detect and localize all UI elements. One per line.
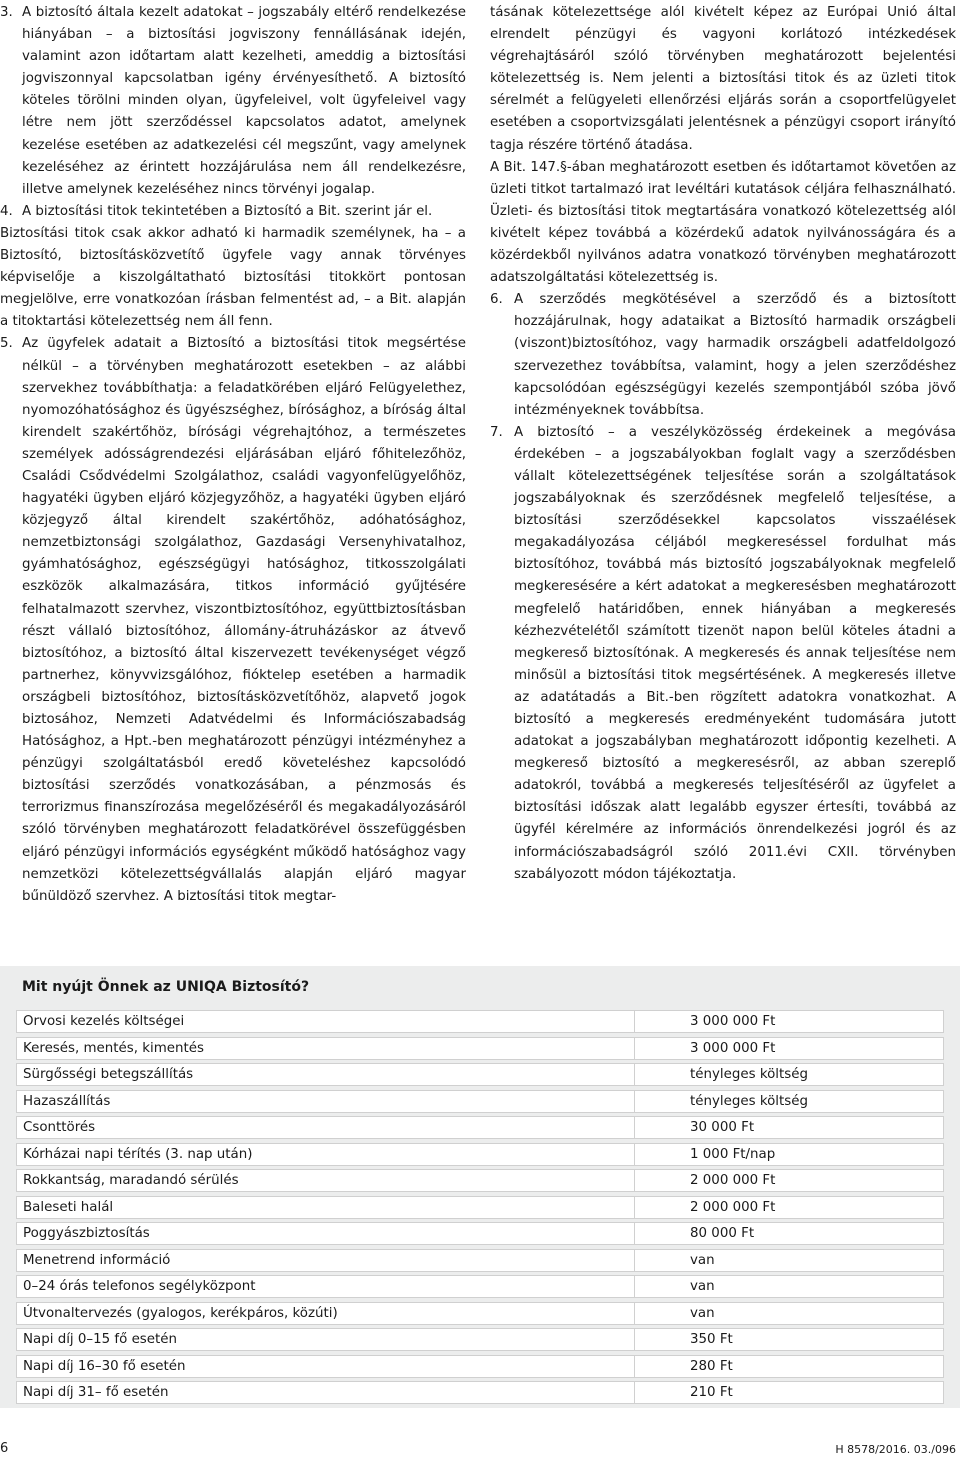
row-value: 280 Ft — [690, 1358, 733, 1374]
row-label: Poggyászbiztosítás — [17, 1223, 635, 1244]
benefits-title: Mit nyújt Önnek az UNIQA Biztosító? — [22, 979, 310, 995]
row-value: tényleges költség — [690, 1093, 808, 1109]
table-row — [16, 1010, 944, 1033]
row-value: 2 000 000 Ft — [690, 1199, 776, 1215]
item-text: A szerződés megkötésével a szerződő és a biztosított hozzájárulnak, hogy adataikat a Biztosító harmadik országbeli (viszont)biztosítóhoz, vagy harmadik országbeli adatfeldolgozó szervezethez továbbítsa, valamint, hogy a jelen szerződéshez kapcsolódóan egészségügyi kezelés szempontjából szóba jövő intézményeknek továbbítsa. — [514, 292, 956, 418]
table-row — [16, 1143, 944, 1166]
item-text: A biztosítási titok tekintetében a Biztosító a Bit. szerint jár el. — [22, 203, 433, 219]
row-value: 30 000 Ft — [690, 1120, 755, 1135]
list-item-6 — [490, 289, 956, 422]
item-text: A biztosító általa kezelt adatokat – jogszabály eltérő rendelkezése hiányában – a biztosítási jogviszony fennállásának idején, valamint azon időtartam alatt kezelheti, ameddig a biztosítási jogviszonnyal kapcsolatban igény érvényesíthető. A biztosító köteles törölni minden olyan, ügyfeleivel, volt ügyfeleivel vagy létre nem jött szerződéssel kapcsolatos adatot, amelynek kezelése esetében az adatkezelési cél megszűnt, vagy amelynek kezeléséhez az érintett hozzájárulása nem áll rendelkezésre, illetve amelynek kezeléséhez nincs törvényi jogalap. — [22, 5, 466, 197]
row-label: Hazaszállítás — [17, 1091, 635, 1112]
item-number: 7. — [490, 424, 503, 440]
row-value: 350 Ft — [690, 1332, 733, 1347]
item-text: A biztosító – a veszélyközösség érdekeinek a megóvása érdekében – a jogszabályokban foglalt vagy a szerződésben vállalt kötelezettségének teljesítése során a szolgáltatások jogszabályoknak és szerződésnek megfelelő teljesítése, a biztosítási szerződésekkel kapcsolatos visszaélések megakadályozása céljából megkereséssel fordulhat más biztosítóhoz, továbbá más biztosító jogszabályoknak megfelelő megkeresésére a kért adatokat a megkeresésben meghatározott megfelelő határidőben, ennek hiányában a megkeresés kézhezvételétől számított tizenöt napon belül köteles átadni a megkereső biztosítónak. A megkeresés és annak teljesítése nem minősül a biztosítási titok megsértésének. A megkeresés illetve az adatátadás a Bit.-ben rögzített adatokra vonatkozhat. A biztosító a megkeresés eredményeként tudomására jutott adatokat a jogszabályban meghatározott időpontig kezelheti. A megkereső biztosító a megkeresésről, az abban szereplő adatokról, továbbá a megkeresés teljesítéséről az ügyfelet a biztosítási időszak alatt legalább egyszer értesíti, továbbá az ügyfél kérelmére az információs önrendelkezési jogról és az információszabadságról szóló 2011.évi CXII. törvényben szabályozott módon tájékoztatja. — [514, 424, 956, 882]
row-value: van — [690, 1279, 715, 1294]
row-label: Csonttörés — [17, 1117, 635, 1138]
row-label: Keresés, mentés, kimentés — [17, 1038, 635, 1059]
row-label: 0–24 órás telefonos segélyközpont — [17, 1276, 635, 1297]
item-text: Az ügyfelek adatait a Biztosító a biztosítási titok megsértése nélkül – a törvényben meghatározott esetekben – az alábbi szervekhez továbbíthatja: a feladatkörében eljáró Felügyelethez, nyomozóhatósághoz és ügyészséghez, bírósághoz, a bíróság által kirendelt szakértőhöz, bírósági végrehajtóhoz, a természetes személyek adósságrendezési eljárásában eljáró főhitelezőhöz, Családi Csődvédelmi Szolgálathoz, családi vagyonfelügyelőhöz, hagyatéki ügyben eljáró közjegyzőhöz, a hagyatéki ügyben eljáró közjegyző által kirendelt szakértőhöz, adóhatósághoz, nemzetbiztonsági szolgálathoz, Gazdasági Versenyhivatalhoz, gyámhatósághoz, egészségügyi hatósághoz, titkosszolgálati eszközök alkalmazására, titkos információ gyűjtésére felhatalmazott szervhez, viszontbiztosítóhoz, együttbiztosításban részt vállaló biztosítóhoz, állomány-átruházáskor az átvevő biztosítóhoz, a biztosító által kiszervezett tevékenységet végző partnerhez, könyvvizsgálóhoz, fióktelep esetében a harmadik országbeli biztosítóhoz, biztosításközvetítőhöz, alapvető jogok biztosához, Nemzeti Adatvédelmi és Információszabadság Hatósághoz, a Hpt.-ben meghatározott pénzügyi intézményhez a pénzügyi szolgáltatásból eredő követeléshez kapcsolódó biztosítási szerződés vonatkozásában, a pénzmosás és terrorizmus finanszírozása megelőzéséről és megakadályozásáról szóló törvényben meghatározott feladatkörével összefüggésben eljáró pénzügyi információs egységként működő hatósághoz vagy nemzetközi kötelezettségvállalás alapján eljáró magyar bűnüldöző szervhez. A biztosítási titok megtar- — [22, 336, 466, 904]
row-value: 2 000 000 Ft — [690, 1173, 776, 1188]
page-number: 6 — [0, 1441, 9, 1456]
table-row — [16, 1328, 944, 1351]
item-number: 6. — [490, 292, 503, 308]
table-row — [16, 1090, 944, 1113]
row-label: Útvonaltervezés (gyalogos, kerékpáros, közúti) — [17, 1303, 635, 1324]
table-row — [16, 1037, 944, 1060]
row-label: Rokkantság, maradandó sérülés — [17, 1170, 635, 1191]
table-row — [16, 1169, 944, 1192]
table-row — [16, 1196, 944, 1219]
list-item-7 — [490, 422, 956, 886]
row-label: Napi díj 31– fő esetén — [17, 1382, 635, 1403]
row-value: van — [690, 1305, 715, 1321]
item-number: 5. — [0, 336, 13, 352]
table-row — [16, 1302, 944, 1325]
list-item-4 — [0, 201, 466, 223]
item-number: 3. — [0, 5, 13, 20]
row-value: 80 000 Ft — [690, 1226, 755, 1241]
list-item-3 — [0, 2, 466, 201]
row-value: 3 000 000 Ft — [690, 1040, 776, 1056]
row-label: Napi díj 0–15 fő esetén — [17, 1329, 635, 1350]
table-row — [16, 1355, 944, 1378]
paragraph: tásának kötelezettsége alól kivételt képez az Európai Unió által elrendelt pénzügyi és vagyoni korlátozó intézkedések végrehajtásáról szóló törvényben meghatározott bejelentési kötelezettség is. Nem jelenti a biztosítási titok és az üzleti titok sérelmét a felügyeleti ellenőrzési eljárás során a csoportfelügyelet esetében a csoportvizsgálati jelentésnek a pénzügyi csoport irányító tagja részére történő átadása. — [490, 5, 956, 153]
benefits-table — [16, 1010, 944, 1408]
row-value: van — [690, 1252, 715, 1268]
benefits-box — [0, 966, 960, 1408]
paragraph: Biztosítási titok csak akkor adható ki harmadik személynek, ha – a Biztosító, biztosításközvetítő ügyfele vagy annak törvényes képviselője a kiszolgáltatható biztosítási titokkört pontosan megjelölve, erre vonatkozóan írásban felmentést ad, – a Bit. alapján a titoktartási kötelezettség nem áll fenn. — [0, 225, 466, 330]
row-label: Orvosi kezelés költségei — [17, 1011, 635, 1032]
row-label: Napi díj 16–30 fő esetén — [17, 1356, 635, 1377]
item-number: 4. — [0, 203, 13, 219]
row-label: Sürgősségi betegszállítás — [17, 1064, 635, 1085]
left-column — [0, 2, 466, 908]
list-item-5 — [0, 333, 466, 907]
table-row — [16, 1222, 944, 1245]
table-row — [16, 1116, 944, 1139]
row-value: 3 000 000 Ft — [690, 1014, 776, 1029]
row-label: Kórházai napi térítés (3. nap után) — [17, 1144, 635, 1165]
row-value: 210 Ft — [690, 1385, 733, 1400]
row-label: Menetrend információ — [17, 1250, 635, 1271]
table-row — [16, 1063, 944, 1086]
table-row — [16, 1249, 944, 1272]
row-label: Baleseti halál — [17, 1197, 635, 1218]
document-code: H 8578/2016. 03./096 — [835, 1443, 956, 1456]
row-value: 1 000 Ft/nap — [690, 1146, 776, 1162]
table-row — [16, 1275, 944, 1298]
paragraph: A Bit. 147.§-ában meghatározott esetben és időtartamot követően az üzleti titkot tartalmazó irat levéltári kutatások céljára felhasználható. Üzleti- és biztosítási titok megtartására vonatkozó kötelezettség alól kivételt képez továbbá a közérdekű adatok nyilvánosságára és a közérdekből nyilvános adatra vonatkozó törvényben meghatározott adatszolgáltatási kötelezettség is. — [490, 159, 956, 286]
row-value: tényleges költség — [690, 1067, 808, 1082]
table-row — [16, 1381, 944, 1404]
right-column — [490, 2, 956, 886]
